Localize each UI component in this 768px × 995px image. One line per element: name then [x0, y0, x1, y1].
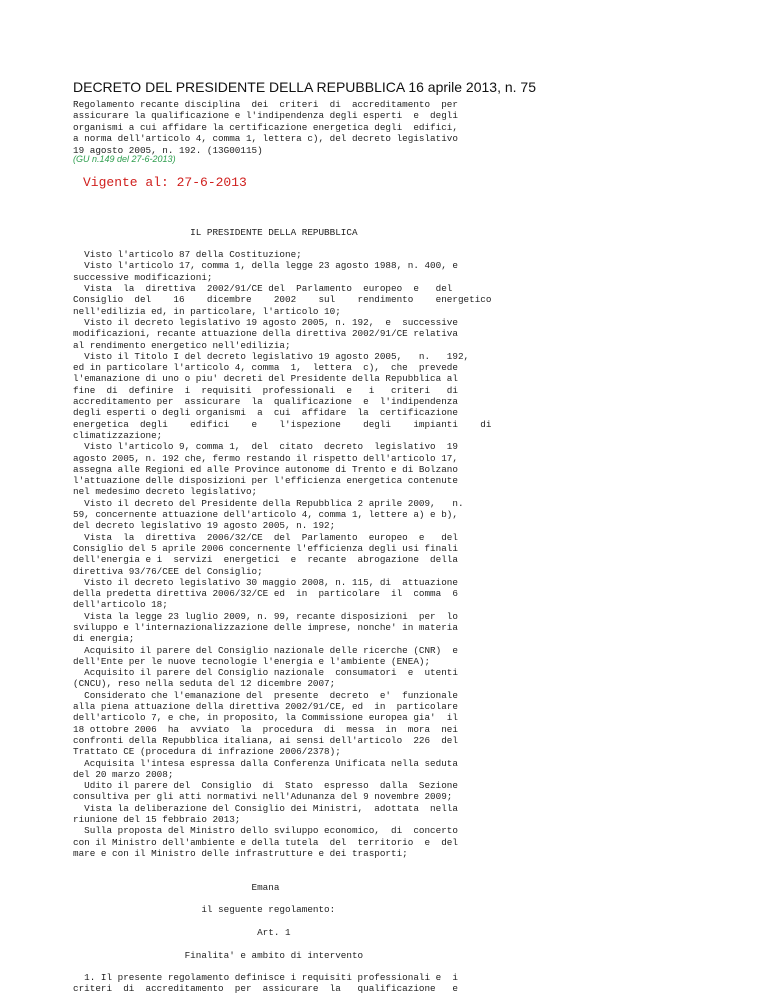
gazzetta-ufficiale-reference: (GU n.149 del 27-6-2013): [73, 154, 176, 164]
decree-body-text: IL PRESIDENTE DELLA REPUBBLICA Visto l'articolo 87 della Costituzione; Visto l'articolo 17, comma 1, della legge 23 agosto 1988, n. 400, e successive modificazioni; Vista la direttiva 2002/91/CE del Parlamento europeo e del Consiglio del 16 dicembre 2002 sul rendimento energetico nell'edilizia ed, in particolare, l'articolo 10; Visto il decreto legislativo 19 agosto 2005, n. 192, e successive modificazioni, recante attuazione della direttiva 2002/91/CE relativa al rendimento energetico nell'edilizia; Visto il Titolo I del decreto legislativo 19 agosto 2005, n. 192, ed in particolare l'articolo 4, comma 1, lettera c), che prevede l'emanazione di uno o piu' decreti del Presidente della Repubblica al fine di definire i requisiti professionali e i criteri di accreditamento per assicurare la qualificazione e l'indipendenza degli esperti o degli organismi a cui affidare la certificazione energetica degli edifici e l'ispezione degli impianti di climatizzazione; Visto l'articolo 9, comma 1, del citato decreto legislativo 19 agosto 2005, n. 192 che, fermo restando il rispetto dell'articolo 17, assegna alle Regioni ed alle Province autonome di Trento e di Bolzano l'attuazione delle disposizioni per l'efficienza energetica contenute nel medesimo decreto legislativo; Visto il decreto del Presidente della Repubblica 2 aprile 2009, n. 59, concernente attuazione dell'articolo 4, comma 1, lettere a) e b), del decreto legislativo 19 agosto 2005, n. 192; Vista la direttiva 2006/32/CE del Parlamento europeo e del Consiglio del 5 aprile 2006 concernente l'efficienza degli usi finali dell'energia e i servizi energetici e recante abrogazione della direttiva 93/76/CEE del Consiglio; Visto il decreto legislativo 30 maggio 2008, n. 115, di attuazione della predetta direttiva 2006/32/CE ed in particolare il comma 6 dell'articolo 18; Vista la legge 23 luglio 2009, n. 99, recante disposizioni per lo sviluppo e l'internazionalizzazione delle imprese, nonche' in materia di energia; Acquisito il parere del Consiglio nazionale delle ricerche (CNR) e dell'Ente per le nuove tecnologie l'energia e l'ambiente (ENEA); Acquisito il parere del Consiglio nazionale consumatori e utenti (CNCU), reso nella seduta del 12 dicembre 2007; Considerato che l'emanazione del presente decreto e' funzionale alla piena attuazione della direttiva 2002/91/CE, ed in particolare dell'articolo 7, e che, in proposito, la Commissione europea gia' il 18 ottobre 2006 ha avviato la procedura di messa in mora nei confronti della Repubblica italiana, ai sensi dell'articolo 226 del Trattato CE (procedura di infrazione 2006/2378); Acquisita l'intesa espressa dalla Conferenza Unificata nella seduta del 20 marzo 2008; Udito il parere del Consiglio di Stato espresso dalla Sezione consultiva per gli atti normativi nell'Adunanza del 9 novembre 2009; Vista la deliberazione del Consiglio dei Ministri, adottata nella riunione del 15 febbraio 2013; Sulla proposta del Ministro dello sviluppo economico, di concerto con il Ministro dell'ambiente e della tutela del territorio e del mare e con il Ministro delle infrastrutture e dei trasporti; Emana il seguente regolamento: Art. 1 Finalita' e ambito di intervento 1. Il presente regolamento definisce i requisiti professionali e i criteri di accreditamento per assicurare la qualificazione e: [73, 226, 492, 995]
document-subtitle: Regolamento recante disciplina dei criteri di accreditamento per assicurare la qualificazione e l'indipendenza degli esperti e degli organismi a cui affidare la certificazione energetica degli edifici, a norma dell'articolo 4, comma 1, lettera c), del decreto legislativo 19 agosto 2005, n. 192. (13G00115): [73, 99, 458, 156]
vigente-date: Vigente al: 27-6-2013: [83, 175, 247, 190]
document-title: DECRETO DEL PRESIDENTE DELLA REPUBBLICA 16 aprile 2013, n. 75: [73, 79, 536, 95]
